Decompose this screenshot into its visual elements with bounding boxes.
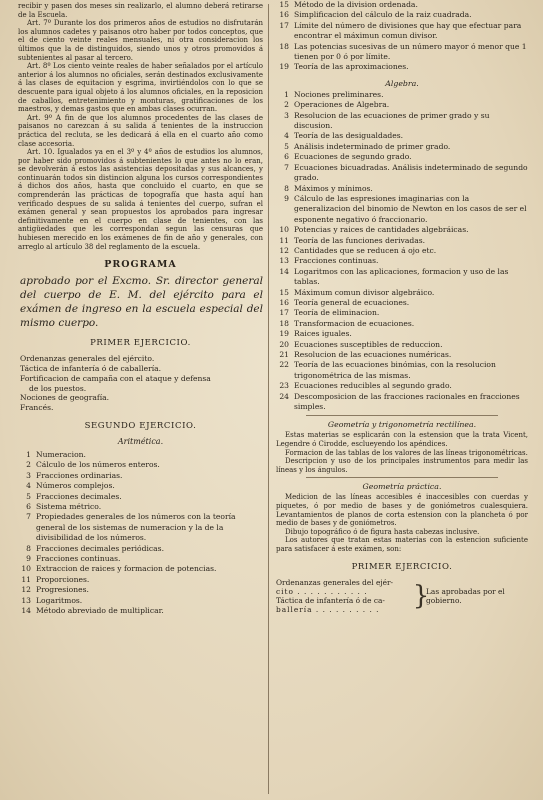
authors-table-lines (276, 578, 416, 614)
item-number: 2 (26, 460, 31, 470)
aritmetica-heading: Aritmética. (117, 437, 164, 446)
reglamento-articles (18, 2, 263, 251)
item-text: Números complejos. (36, 481, 115, 491)
item-text: Potencias y raices de cantidades algebráicas. (294, 225, 469, 235)
numbered-item (276, 381, 528, 391)
numbered-item (276, 319, 528, 329)
item-number: 15 (279, 0, 289, 9)
numbered-item (276, 21, 528, 42)
numbered-item (276, 246, 528, 256)
item-text: Fracciones decimales periódicas. (36, 543, 164, 553)
segundo-ejercicio-heading: SEGUNDO EJERCICIO. (84, 421, 197, 431)
item-number: 3 (284, 110, 289, 120)
numbered-item (18, 471, 263, 481)
item-number: 4 (284, 131, 289, 141)
numbered-item (18, 585, 263, 595)
numbered-item (18, 596, 263, 606)
primer-ejercicio-heading-right: PRIMER EJERCICIO. (351, 561, 453, 572)
item-number: 8 (26, 543, 31, 553)
authors-table (276, 578, 528, 614)
numbered-item (18, 564, 263, 574)
section-rule (306, 415, 498, 416)
item-text: Fracciones continuas. (36, 554, 121, 564)
numbered-item (276, 329, 528, 339)
item-number: 16 (279, 297, 289, 307)
item-number: 11 (279, 235, 289, 245)
column-divider (268, 4, 269, 794)
item-text: Transformacion de ecuaciones. (294, 318, 415, 328)
programa-heading: PROGRAMA (104, 259, 177, 271)
brace-icon: } (412, 580, 430, 611)
item-text: Proporciones. (36, 574, 90, 584)
item-number: 9 (26, 554, 31, 564)
numbered-item (18, 502, 263, 512)
exercise-line: Fortificacion de campaña con el ataque y defensa (20, 373, 211, 383)
numbered-item (276, 163, 528, 184)
item-number: 14 (279, 266, 289, 276)
exercise-line: Nociones de geografía. (20, 393, 110, 403)
authors-table-line: cito . . . . . . . . . . . (276, 586, 368, 596)
numbered-item (276, 131, 528, 141)
item-text: Teoría de las funciones derivadas. (294, 235, 426, 245)
numbered-item (18, 606, 263, 616)
numbered-item (18, 481, 263, 491)
numbered-item (276, 267, 528, 288)
item-number: 6 (26, 502, 31, 512)
item-text: Numeracion. (36, 450, 86, 459)
item-text: Cantidades que se reducen á ojo etc. (294, 245, 437, 255)
numbered-item (276, 236, 528, 246)
item-text: Teoría de las ecuaciones binómias, con la resolucion trigonométrica de las mismas. (294, 360, 496, 380)
exercise-line: Francés. (20, 403, 54, 413)
item-text: Descomposicion de las fracciones racionales en fracciones simples. (294, 391, 520, 412)
item-text: Fracciones decimales. (36, 491, 122, 501)
numbered-item (276, 152, 528, 162)
article-paragraph: Art. 10. Igualados ya en el 3º y 4º años de estudios los alumnos, por haber sido promovidos á subtenientes lo que antes no lo eran, se devolverán á estos las asistencias depositadas y sus alcances, y continuarán todos sin distincion alguna los cursos correspondientes á dichos dos años, hasta que concluido el cuarto, en que se comprenderán las prácticas de topografía que hasta aquí han verificado despues de su salida á tenientes del cuerpo, sufran el exámen general y sean propuestos los aprobados para ingresar definitivamente en el cuerpo en clase de tenientes, con las antigüedades que les correspondan segun las censuras que hubiesen merecido en los exámenes de fin de año y generales, con arreglo al artículo 38 del reglamento de la escuela. (18, 148, 263, 251)
item-number: 18 (279, 41, 289, 51)
primer-ejercicio-heading: PRIMER EJERCICIO. (90, 338, 191, 349)
item-number: 11 (21, 574, 31, 584)
numbered-item (18, 512, 263, 543)
item-text: Teoría de las aproximaciones. (294, 62, 409, 72)
item-number: 12 (21, 585, 31, 595)
item-number: 17 (279, 20, 289, 30)
item-text: Máximum comun divisor algebráico. (294, 287, 435, 297)
item-number: 2 (284, 100, 289, 110)
numbered-item (276, 298, 528, 308)
item-text: Máximos y mínimos. (294, 183, 373, 193)
practica-paragraph: Los autores que tratan estas materias con la estencion suficiente para satisfacer á este exámen, son: (276, 536, 528, 553)
item-number: 21 (279, 350, 289, 359)
geometria-practica-heading: Geometría práctica. (362, 482, 442, 492)
item-number: 17 (279, 308, 289, 318)
item-text: Resolucion de las ecuaciones de primer grado y su discusion. (294, 110, 490, 131)
numbered-item (276, 42, 528, 63)
aritmetica-continued-list (276, 0, 528, 73)
item-text: Cálculo de las espresiones imaginarias con la generalizacion del binomio de Newton en los casos de ser el esponente negativo ó fraccionario. (294, 193, 527, 224)
numbered-item (276, 90, 528, 100)
item-number: 20 (279, 339, 289, 349)
geometria-paragraph: Descripcion y uso de los principales instrumentos para medir las líneas y los ángulos. (276, 457, 528, 474)
item-text: Ecuaciones de segundo grado. (294, 152, 412, 162)
item-number: 14 (21, 606, 31, 616)
item-text: Logaritmos con las aplicaciones, formacion y uso de las tablas. (294, 266, 509, 287)
item-number: 19 (279, 329, 289, 339)
geometria-paragraph: Formacion de las tablas de los valores de las líneas trigonométricas. (285, 448, 528, 457)
item-number: 24 (279, 391, 289, 401)
numbered-item (276, 194, 528, 225)
item-number: 6 (284, 152, 289, 162)
item-number: 1 (284, 89, 289, 99)
exercise-line: Ordenanzas generales del ejército. (20, 354, 155, 364)
practica-paragraph: Medicion de las líneas accesibles é inaccesibles con cuerdas y piquetes, ó por medio de bases y de goniómetros cualesquiera. Levantamientos de planos de corta estension con la plancheta ó por medio de bases y de goniómetros. (276, 493, 528, 528)
item-text: Las potencias sucesivas de un número mayor ó menor que 1 tienen por 0 ó por límite. (294, 41, 527, 62)
algebra-list (276, 90, 528, 413)
numbered-item (276, 10, 528, 20)
item-text: Simplificacion del cálculo de la raiz cuadrada. (294, 10, 472, 20)
item-number: 13 (279, 256, 289, 266)
numbered-item (276, 288, 528, 298)
left-column (18, 0, 263, 617)
item-number: 16 (279, 10, 289, 20)
numbered-item (18, 544, 263, 554)
primer-ejercicio-list (18, 354, 263, 413)
item-number: 10 (279, 225, 289, 235)
item-number: 9 (284, 193, 289, 203)
exercise-line: de los puestos. (29, 383, 87, 393)
item-text: Método de la division ordenada. (294, 0, 418, 9)
authors-table-line: Táctica de infantería ó de ca- (276, 595, 385, 605)
practica-paragraph: Dibujo topográfico ó de figura hasta cabezas inclusive. (285, 527, 480, 536)
item-text: Límite del número de divisiones que hay que efectuar para encontrar el máximun comun divisor. (294, 20, 522, 41)
numbered-item (276, 392, 528, 413)
item-number: 5 (26, 491, 31, 501)
item-text: Teoría general de ecuaciones. (294, 297, 410, 307)
item-number: 12 (279, 245, 289, 255)
item-text: Sistema métrico. (36, 502, 102, 512)
item-text: Fracciones continuas. (294, 256, 379, 266)
item-text: Teoría de las desigualdades. (294, 131, 404, 141)
item-number: 19 (279, 62, 289, 72)
item-text: Resolucion de las ecuaciones numéricas. (294, 350, 452, 359)
aritmetica-list (18, 450, 263, 617)
numbered-item (276, 62, 528, 72)
numbered-item (276, 184, 528, 194)
item-number: 18 (279, 318, 289, 328)
numbered-item (276, 0, 528, 10)
item-number: 7 (284, 162, 289, 172)
item-number: 10 (21, 564, 31, 574)
authors-table-line: Ordenanzas generales del ejér- (276, 577, 394, 587)
item-text: Progresiones. (36, 585, 89, 595)
numbered-item (18, 492, 263, 502)
section-rule (306, 477, 498, 478)
item-text: Operaciones de Algebra. (294, 100, 390, 110)
geometria-heading: Geometría y trigonometría rectilínea. (327, 420, 477, 430)
numbered-item (18, 575, 263, 585)
item-text: Logaritmos. (36, 595, 83, 605)
item-number: 23 (279, 381, 289, 391)
article-paragraph: recibir y pasen dos meses sin realizarlo, el alumno deberá retirarse de la Escuela. (18, 2, 263, 19)
article-paragraph: Art. 8º Los ciento veinte reales de haber señalados por el artículo anterior á los alumnos no oficiales, serán destinados exclusivamente á las clases de equitacion y esgrima, invirtiéndolos con lo que se descuente para igual objeto á los alumnos oficiales, en la reposicion de caballos, entretenimiento y monturas, gratificaciones de los maestros, y demas gastos que en ambas clases ocurran. (18, 62, 263, 114)
authors-table-note: Las aprobadas por el gobierno. (426, 586, 505, 605)
numbered-item (276, 111, 528, 132)
item-number: 7 (26, 512, 31, 522)
geometria-paragraph: Estas materias se esplicarán con la estension que la trata Vicent, Legendre ó Cirodde, esclueyendo los apéndices. (276, 431, 528, 449)
exercise-line: Táctica de infantería ó de caballería. (20, 364, 162, 374)
item-number: 3 (26, 470, 31, 480)
programa-intro: aprobado por el Excmo. Sr. director general del cuerpo de E. M. del ejército para el exámen de ingreso en la escuela especial del mismo cuerpo. (20, 275, 263, 330)
item-number: 15 (279, 287, 289, 297)
algebra-heading: Algebra. (385, 78, 419, 88)
item-text: Cálculo de los números enteros. (36, 460, 160, 470)
numbered-item (276, 225, 528, 235)
numbered-item (276, 142, 528, 152)
item-number: 4 (26, 481, 31, 491)
item-number: 1 (26, 450, 31, 459)
numbered-item (276, 350, 528, 360)
numbered-item (276, 100, 528, 110)
article-paragraph: Art. 9º A fin de que los alumnos procedentes de las clases de paisanos no carezcan á su salida á tenientes de la instruccion práctica del recluta, se les dedicará á ella en el cuarto año como clase accesoria. (18, 113, 263, 148)
numbered-item (276, 308, 528, 318)
item-number: 22 (279, 360, 289, 370)
authors-table-line: ballería . . . . . . . . . . (276, 604, 380, 614)
numbered-item (18, 460, 263, 470)
item-text: Método abreviado de multiplicar. (36, 606, 164, 616)
item-text: Raices iguales. (294, 329, 352, 339)
numbered-item (276, 256, 528, 266)
item-text: Extraccion de raices y formacion de potencias. (36, 564, 217, 574)
item-number: 8 (284, 183, 289, 193)
item-text: Ecuaciones reducibles al segundo grado. (294, 381, 452, 391)
item-number: 5 (284, 141, 289, 151)
item-text: Ecuaciones susceptibles de reduccion. (294, 339, 443, 349)
article-paragraph: Art. 7º Durante los dos primeros años de estudios no disfrutarán los alumnos cadetes y paisanos otro haber por todos conceptos, que el de ciento veinte reales mensuales, ni otra consideracion los últimos que la de distinguidos, siendo unos y otros promovidos á subtenientes al pasar al tercero. (18, 19, 263, 62)
item-text: Ecuaciones bicuadradas. Análisis indeterminado de segundo grado. (294, 162, 528, 183)
item-text: Fracciones ordinarias. (36, 470, 123, 480)
item-text: Propiedades generales de los números con la teoría general de los sistemas de numeracion y la de la divisibilidad de los números. (36, 512, 236, 543)
item-text: Análisis indeterminado de primer grado. (294, 141, 451, 151)
right-column (276, 0, 528, 614)
numbered-item (18, 554, 263, 564)
item-number: 13 (21, 595, 31, 605)
numbered-item (276, 360, 528, 381)
numbered-item (18, 450, 263, 460)
numbered-item (276, 340, 528, 350)
item-text: Teoría de eliminacion. (294, 308, 380, 318)
item-text: Nociones preliminares. (294, 89, 384, 99)
